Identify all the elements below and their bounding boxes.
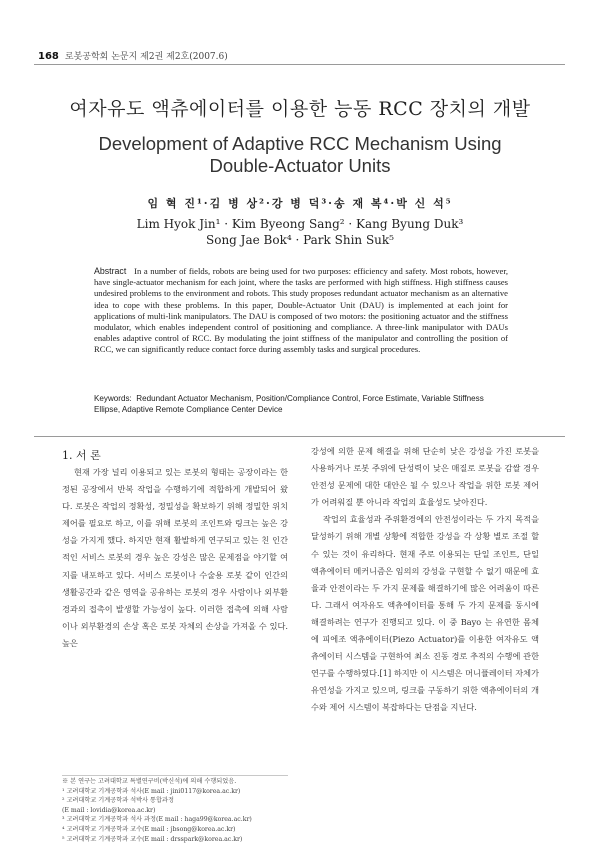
abstract-label: Abstract: [94, 266, 127, 276]
footnote: ² 고려대학교 기계공학과 석박사 통합과정: [62, 797, 174, 805]
abstract-rule: [34, 436, 565, 437]
left-column: [62, 464, 288, 652]
footnote: ⁵ 고려대학교 기계공학과 교수(E mail : drsspark@korea.ac.kr): [62, 835, 243, 843]
journal-name: 로봇공학회 논문지 제2권 제2호(2007.6): [64, 52, 228, 62]
footnote-rule: [62, 775, 288, 776]
abstract: [94, 266, 508, 356]
footnote: ³ 고려대학교 기계공학과 석사 과정(E mail : haga99@korea.ac.kr): [62, 816, 252, 824]
english-title-line2: Double-Actuator Units: [209, 155, 391, 176]
english-authors-line2: Song Jae Bok⁴ · Park Shin Suk⁵: [206, 233, 394, 247]
footnote: ⁴ 고려대학교 기계공학과 교수(E mail : jbsong@korea.ac.kr): [62, 825, 236, 833]
korean-title: 여자유도 액츄에이터를 이용한 능동 RCC 장치의 개발: [69, 98, 531, 120]
english-title: [0, 133, 600, 177]
abstract-text: In a number of fields, robots are being used for two purposes: efficiency and safety. Most robots, however, have single-actuator mechanism for each joint, where the tasks are performed with high stiffness. High stiffness causes undesired problems to the environment and robots. This study proposes redundant actuator mechanism as an alternative idea to cope with these problems. In this paper, Double-Actuator Unit (DAU) is implemented at each joint for applications of multi-link manipulators. The DAU is composed of two motors: the positioning actuator and the stiffness modulator, which enables independent control of positioning and compliance. A three-link manipulator with DAUs enables adaptive control of RCC. By modulating the joint stiffness of the manipulator and controlling the position of RCC, we can significantly reduce contact force during assembly tasks and surgical procedures.: [94, 266, 508, 355]
footnote: (E mail : lovidia@korea.ac.kr): [62, 806, 156, 814]
english-authors-line1: Lim Hyok Jin¹ · Kim Byeong Sang² · Kang Byung Duk³: [136, 217, 464, 231]
right-paragraph-2: 작업의 효율성과 주위환경에의 안전성이라는 두 가지 목적을 달성하기 위해 개별 상황에 적합한 강성을 각 상황 별로 조절 할 수 있는 것이 유리하다. 현재 주로 이용되는 단일 조인트, 단일 액츄에이터 메커니즘은 임의의 강성을 구현할 수 없기 때문에 효율과 안전이라는 두 가지 문제를 해결하기에 많은 어려움이 따른다. 그래서 여자유도 액츄에이터를 통해 두 가지 문제를 동시에 해결하려는 연구가 진행되고 있다. 이 중 Bayo 는 유연한 몸체에 피에조 액츄에이터(Piezo Actuator)를 이용한 여자유도 액츄에이터 시스템을 구현하여 최소 진동 경로 추적의 수행에 관한 연구를 수행하였다.[1] 하지만 이 시스템은 머니퓰레이터 자체가 유연성을 가지고 있으며, 링크를 구동하기 위한 액츄에이터의 개수와 제어 시스템이 복잡하다는 단점을 지닌다.: [311, 514, 539, 713]
korean-authors: 임 혁 진¹·김 병 상²·강 병 덕³·송 재 복⁴·박 신 석⁵: [147, 197, 453, 210]
english-authors: [0, 216, 600, 248]
keywords-label: Keywords:: [94, 394, 132, 403]
right-paragraph-1: 강성에 의한 문제 해결을 위해 단순히 낮은 강성을 가진 로봇을 사용하거나 로봇 주위에 단성력이 낮은 매질로 로봇을 감쌀 경우 안전성 문제에 대한 대안은 될 수 있으나 작업을 위한 로봇 제어가 어려워질 뿐 아니라 작업의 효율성도 낮아진다.: [311, 446, 539, 508]
header-rule: [34, 64, 565, 65]
keywords: [94, 393, 508, 415]
page-number: 168: [38, 51, 59, 62]
english-title-line1: Development of Adaptive RCC Mechanism Using: [98, 133, 502, 154]
footnote: ※ 본 연구는 고려대학교 특별연구비(박신석)에 의해 수행되었음.: [62, 778, 237, 785]
right-column: [311, 443, 539, 717]
keywords-text: Redundant Actuator Mechanism, Position/Compliance Control, Force Estimate, Variable Stiffness Ellipse, Adaptive Remote Compliance Center Device: [94, 394, 484, 414]
section-heading: 1. 서 론: [62, 449, 101, 462]
running-header: [38, 49, 228, 62]
footnote: ¹ 고려대학교 기계공학과 석사(E mail : jini0117@korea.ac.kr): [62, 787, 241, 795]
intro-paragraph: 현재 가장 널리 이용되고 있는 로봇의 형태는 공장이라는 한정된 공장에서 반복 작업을 수행하기에 적합하게 개발되어 왔다. 로봇은 작업의 정확성, 정밀성을 확보하기 위해 정밀한 위치제어를 필요로 하고, 이를 위해 로봇의 조인트와 링크는 높은 강성을 가지게 했다. 하지만 현재 활발하게 연구되고 있는 친 인간적인 서비스 로봇의 경우 높은 강성은 많은 문제점을 야기할 여지를 내포하고 있다. 서비스 로봇이나 수술용 로봇 같이 인간의 생활공간과 같은 영역을 공유하는 로봇의 경우 사람이나 외부환경과의 접촉이 발생할 가능성이 높다. 이러한 접촉에 의해 사람이나 외부환경의 손상 혹은 로봇 자체의 손상을 가져올 수 있다. 높은: [62, 467, 288, 648]
footnotes: [62, 777, 288, 844]
